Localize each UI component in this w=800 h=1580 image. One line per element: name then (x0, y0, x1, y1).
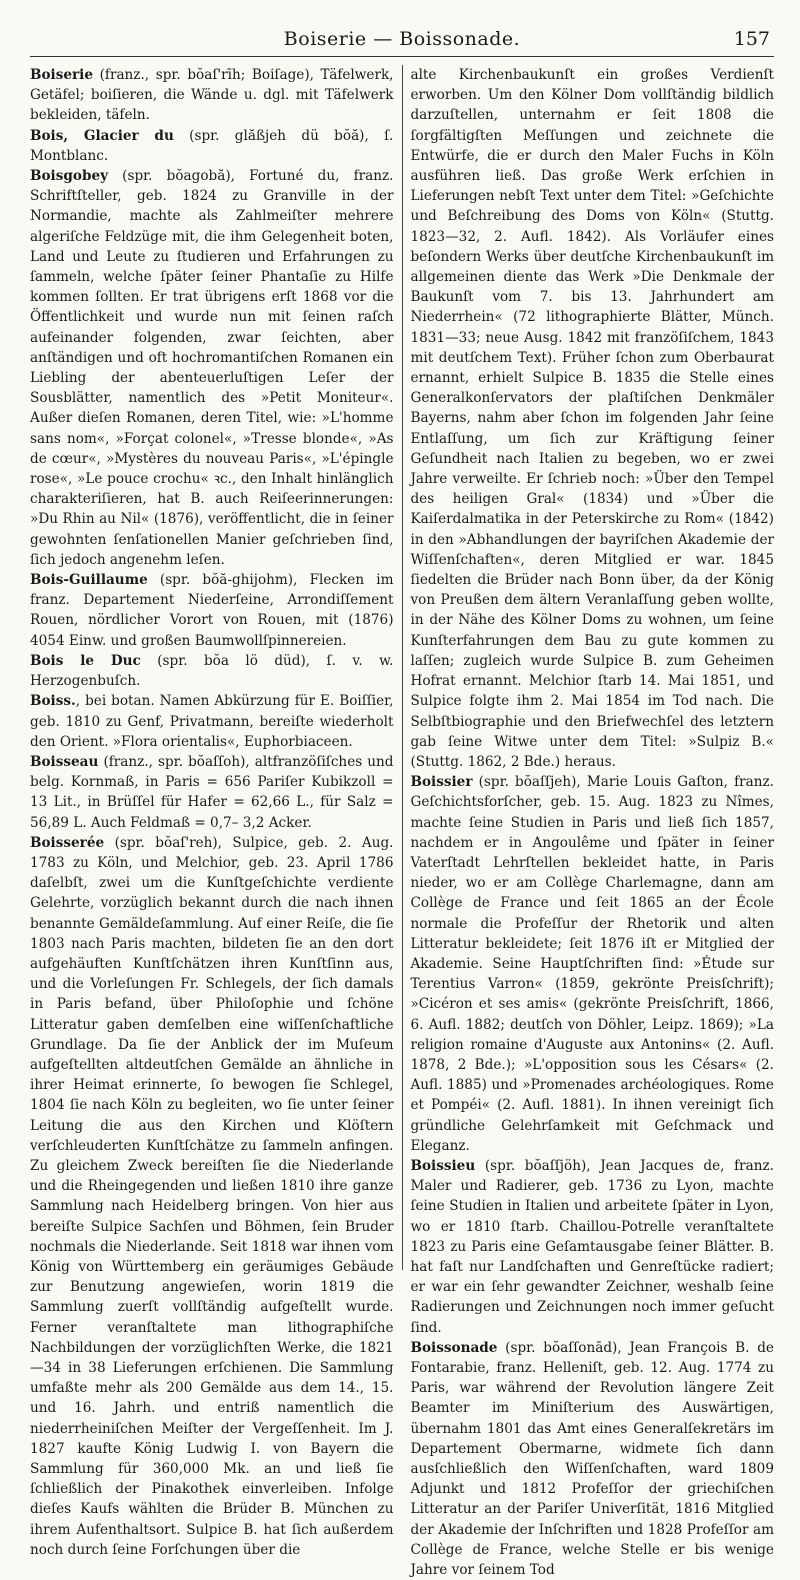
dictionary-entry (30, 65, 394, 126)
entry-headword: Boissonade (410, 1339, 498, 1356)
dictionary-entry (30, 570, 394, 651)
entry-headword: Boissieu (410, 1157, 476, 1174)
dictionary-entry (30, 833, 394, 1560)
entry-text: (franz., spr. bŏaſſoh), altfranzöſiſches und belg. Kornmaß, in Paris = 656 Pariſer Kubikzoll = 13 Lit., in Brüſſel für Hafer = 62,66 L., für Salz = 56,89 L. Auch Feldmaß = 0,7– 3,2 Acker. (30, 753, 394, 831)
dictionary-entry (30, 166, 394, 570)
entry-text: (spr. bŏagobă), Fortuné du, franz. Schriftſteller, geb. 1824 zu Granville in der Normandie, machte als Zahlmeiſter mehrere algeriſche Feldzüge mit, die ihm Gelegenheit boten, Land und Leute zu ſtudieren und Erfahrungen zu ſammeln, welche ſpäter ſeiner Phantaſie zu Hilfe kommen ſollten. Er trat übrigens erſt 1868 vor die Öffentlichkeit und wurde nun mit ſeinen raſch aufeinander folgenden, zwar ſeichten, aber anſtändigen und oft hochromantiſchen Romanen ein Liebling der abenteuerluſtigen Leſer der Sousblätter, namentlich des »Petit Moniteur«. Außer dieſen Romanen, deren Titel, wie: »L'homme sans nom«, »Forçat colonel«, »Tresse blonde«, »As de cœur«, »Mystères du nouveau Paris«, »L'épingle rose«, »Le pouce crochu« ꝛc., den Inhalt hinlänglich charakteriſieren, hat B. auch Reiſeerinnerungen: »Du Rhin au Nil« (1876), veröffentlicht, die in ſeiner gewohnten ſenſationellen Manier geſchrieben ſind, ſich jedoch angenehm leſen. (30, 168, 394, 568)
entry-text: (spr. bŏaſ'reh), Sulpice, geb. 2. Aug. 1783 zu Köln, und Melchior, geb. 23. April 1786 daſelbſt, zwei um die Kunſtgeſchichte verdiente Gelehrte, vorzüglich bekannt durch die nach ihnen benannte Gemäldeſammlung. Auf einer Reiſe, die ſie 1803 nach Paris machten, bildeten ſie an den dort aufgehäuften Kunſtſchätzen ihren Kunſtſinn aus, und die Vorleſungen Fr. Schlegels, der ſich damals in Paris befand, über Philoſophie und ſchöne Litteratur gaben demſelben eine wiſſenſchaftliche Grundlage. Da ſie der Anblick der im Muſeum aufgeſtellten altdeutſchen Gemälde an ähnliche in ihrer Heimat erinnerte, ſo bewogen ſie Schlegel, 1804 ſie nach Köln zu begleiten, wo ſie unter ſeiner Leitung die aus den Kirchen und Klöſtern verſchleuderten Kunſtſchätze zu ſammeln anfingen. Zu gleichem Zweck bereiſten ſie die Niederlande und die Rheingegenden und ließen 1810 ihre ganze Sammlung nach Heidelberg bringen. Von hier aus bereiſte Sulpice Sachſen und Böhmen, ſein Bruder nochmals die Niederlande. Seit 1818 war ihnen vom König von Württemberg ein geräumiges Gebäude zur Benutzung angewieſen, worin 1819 die Sammlung zuerſt vollſtändig aufgeſtellt wurde. Ferner veranſtaltete man lithographiſche Nachbildungen der vorzüglichſten Werke, die 1821—34 in 38 Lieferungen erſchienen. Die Sammlung umfaßte mehr als 200 Gemälde aus dem 14., 15. und 16. Jahrh. und entriß namentlich die niederrheiniſchen Meiſter der Vergeſſenheit. Im J. 1827 kaufte König Ludwig I. von Bayern die Sammlung für 360,000 Mk. an und ließ ſie ſchließlich der Pinakothek einverleiben. Infolge dieſes Kaufs wählten die Brüder B. München zu ihrem Aufenthaltsort. Sulpice B. hat ſich außerdem noch durch ſeine Forſchungen über die (30, 834, 394, 1558)
entry-headword: Bois-Guillaume (30, 572, 148, 589)
entry-headword: Boisserée (30, 834, 105, 851)
right-column (410, 65, 774, 1579)
dictionary-entry (30, 651, 394, 691)
dictionary-entry (30, 691, 394, 752)
page-number: 157 (733, 28, 770, 50)
text-columns (30, 65, 774, 1579)
entry-headword: Boiss. (30, 693, 76, 710)
entry-text: (franz., spr. bŏaſ'rīh; Boiſage), Täfelwerk, Getäfel; boiſieren, die Wände u. dgl. mit Täfelwerk bekleiden, täfeln. (30, 67, 394, 124)
running-title: Boiserie — Boissonade. (283, 28, 521, 50)
column-divider (402, 65, 403, 1270)
dictionary-entry (410, 772, 774, 1156)
page-header (30, 26, 774, 57)
dictionary-entry (30, 126, 394, 166)
entry-text: , bei botan. Namen Abkürzung für E. Boiſſier, geb. 1810 zu Genf, Privatmann, bereiſte wiederholt den Orient. »Flora orientalis«, Euphorbiaceen. (30, 693, 394, 750)
dictionary-entry (410, 1156, 774, 1338)
entry-headword: Boiserie (30, 67, 93, 83)
entry-headword: Boisgobey (30, 168, 108, 185)
entry-headword: Boissier (410, 774, 473, 791)
entry-headword: Boisseau (30, 753, 99, 770)
entry-text: (spr. bŏă-ghijohm), Flecken im franz. Departement Niederſeine, Arrondiſſement Rouen, nördlicher Vorort von Rouen, mit (1876) 4054 Einw. und großen Baumwollſpinnereien. (30, 572, 394, 649)
entry-text: (spr. bŏaſſjeh), Marie Louis Gaſton, franz. Geſchichtsforſcher, geb. 15. Aug. 1823 zu Nîmes, machte ſeine Studien in Paris und ließ ſich 1857, nachdem er in Angoulême und ſpäter in ſeiner Vaterſtadt Lehrſtellen bekleidet hatte, in Paris nieder, wo er am Collège Charlemagne, dann am Collège de France und ſeit 1865 an der École normale die Profeſſur der Rhetorik und alten Litteratur bekleidete; ſeit 1876 iſt er Mitglied der Akademie. Seine Hauptſchriften ſind: »Étude sur Terentius Varron« (1859, gekrönte Preisſchrift); »Cicéron et ses amis« (gekrönte Preisſchrift, 1866, 6. Aufl. 1882; deutſch von Döhler, Leipz. 1869); »La religion romaine d'Auguste aux Antonins« (2. Aufl. 1878, 2 Bde.); »L'opposition sous les Césars« (2. Aufl. 1885) und »Promenades archéologiques. Rome et Pompéi« (2. Aufl. 1881). In ihnen vereinigt ſich gründliche Gelehrſamkeit mit Geſchmack und Eleganz. (410, 774, 774, 1154)
dictionary-entry (30, 752, 394, 833)
entry-text: alte Kirchenbaukunſt ein großes Verdienſt erworben. Um den Kölner Dom vollſtändig bildlich darzuſtellen, unternahm er ſeit 1808 die ſorgfältigſten Meſſungen und zeichnete die Entwürfe, die er durch den Maler Fuchs in Köln ausführen ließ. Das große Werk erſchien in Lieferungen nebſt Text unter dem Titel: »Geſchichte und Beſchreibung des Doms von Köln« (Stuttg. 1823—32, 2. Aufl. 1842). Als Vorläufer eines beſondern Werks über deutſche Kirchenbaukunſt im allgemeinen diente das Werk »Die Denkmale der Baukunſt vom 7. bis 13. Jahrhundert am Niederrhein« (72 lithographierte Blätter, Münch. 1831—33; neue Ausg. 1842 mit franzöſiſchem, 1843 mit deutſchem Text). Früher ſchon zum Oberbaurat ernannt, erhielt Sulpice B. 1835 die Stelle eines Generalkonſervators der plaſtiſchen Denkmäler Bayerns, nahm aber ſchon im folgenden Jahr ſeine Entlaſſung, um ſich zur Kräftigung ſeiner Geſundheit nach Italien zu begeben, wo er zwei Jahre verweilte. Er ſchrieb noch: »Über den Tempel des heiligen Gral« (1834) und »Über die Kaiſerdalmatika in der Peterskirche zu Rom« (1842) in den »Abhandlungen der bayriſchen Akademie der Wiſſenſchaften«, deren Mitglied er war. 1845 ſiedelten die Brüder nach Bonn über, da der König von Preußen dem ältern Veranlaſſung geben wollte, in der Nähe des Kölner Doms zu wohnen, um ſeine Kunſterfahrungen dem Bau zu gute kommen zu laſſen; zugleich wurde Sulpice B. zum Geheimen Hofrat ernannt. Melchior ſtarb 14. Mai 1851, und Sulpice folgte ihm 2. Mai 1854 im Tod nach. Die Selbſtbiographie und den Briefwechſel des letztern gab ſeine Witwe unter dem Titel: »Sulpiz B.« (Stuttg. 1862, 2 Bde.) heraus. (410, 67, 774, 770)
left-column (30, 65, 394, 1558)
dictionary-entry (410, 65, 774, 772)
entry-headword: Bois le Duc (30, 652, 141, 669)
entry-text: (spr. glăßjeh dü bŏă), ſ. Montblanc. (30, 127, 394, 164)
dictionary-entry (410, 1338, 774, 1580)
entry-text: (spr. bŏaſſonād), Jean François B. de Fontarabie, franz. Helleniſt, geb. 12. Aug. 1774 zu Paris, war während der Revolution längere Zeit Beamter im Miniſterium des Auswärtigen, übernahm 1801 das Amt eines Generalſekretärs im Departement Obermarne, widmete ſich dann ausſchließlich den Wiſſenſchaften, ward 1809 Adjunkt und 1812 Profeſſor der griechiſchen Litteratur an der Pariſer Univerſität, 1816 Mitglied der Akademie der Inſchriften und 1828 Profeſſor am Collège de France, welche Stelle er bis wenige Jahre vor ſeinem Tod (410, 1339, 774, 1579)
entry-text: (spr. bŏaſſjöh), Jean Jacques de, franz. Maler und Radierer, geb. 1736 zu Lyon, machte ſeine Studien in Italien und arbeitete ſpäter in Lyon, wo er 1810 ſtarb. Chaillou-Potrelle veranſtaltete 1823 zu Paris eine Geſamtausgabe ſeiner Blätter. B. hat faſt nur Landſchaften und Genreſtücke radiert; er war ein ſehr gewandter Zeichner, weshalb ſeine Radierungen und Zeichnungen noch immer geſucht ſind. (410, 1157, 774, 1336)
entry-text: (spr. bŏa lö düd), ſ. v. w. Herzogenbuſch. (30, 652, 394, 690)
entry-headword: Bois, Glacier du (30, 127, 174, 144)
